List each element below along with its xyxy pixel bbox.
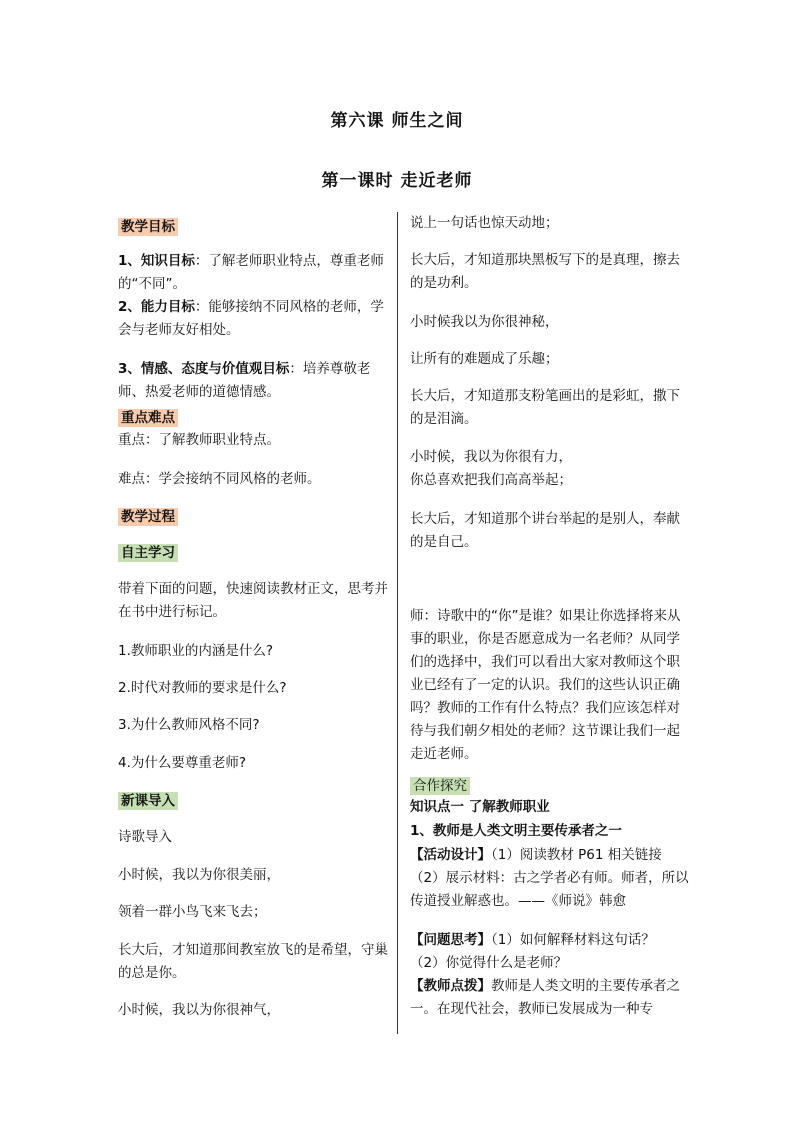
question-label: 【问题思考】 bbox=[410, 932, 491, 948]
question-4: 4.为什么要尊重老师? bbox=[118, 755, 247, 771]
goal-knowledge bbox=[118, 250, 388, 296]
lesson-title: 第六课 师生之间 bbox=[330, 111, 464, 131]
poem-line-3: 长大后，才知道那间教室放飞的是希望，守巢的总是你。 bbox=[118, 942, 388, 981]
teacher-talk: 师：诗歌中的“你”是谁？如果让你选择将来从事的职业，你是否愿意成为一名老师？从同学们的选择中，我们可以看出大家对教师这个职业已经有了一定的认识。我们的这些认识正确吗？教师的工作有什么特点？我们应该怎样对待与我们朝夕相处的老师？这节课让我们一起走近老师。 bbox=[410, 608, 681, 762]
question-text-2: （2）你觉得什么是老师？ bbox=[410, 955, 568, 971]
poem-line-10: 小时候，我以为你很有力， bbox=[410, 449, 572, 465]
question-1: 1.教师职业的内涵是什么? bbox=[118, 643, 274, 659]
goal-ability bbox=[118, 296, 388, 342]
poem-line-12: 长大后，才知道那个讲台举起的是别人，奉献的是自己。 bbox=[410, 511, 680, 550]
key-points-tag: 重点难点 bbox=[118, 409, 178, 427]
difficult-point: 难点：学会接纳不同风格的老师。 bbox=[118, 471, 321, 487]
goal1-label: 1、知识目标 bbox=[118, 253, 195, 269]
goal2-text: ：能够接纳不同风格的老师，学会与老师友好相处。 bbox=[118, 299, 384, 338]
poem-line-2: 领着一群小鸟飞来飞去； bbox=[118, 904, 267, 920]
key-point: 重点：了解教师职业特点。 bbox=[118, 432, 280, 448]
guide-label: 【教师点拨】 bbox=[410, 978, 491, 994]
question-3: 3.为什么教师风格不同? bbox=[118, 717, 260, 733]
knowledge-point-1-sub: 1、教师是人类文明主要传承者之一 bbox=[410, 823, 622, 839]
question-2: 2.时代对教师的要求是什么? bbox=[118, 680, 287, 696]
goal-emotion bbox=[118, 358, 388, 404]
question-text-1: （1）如何解释材料这句话？ bbox=[491, 932, 655, 948]
knowledge-point-1: 知识点一 了解教师职业 bbox=[410, 799, 550, 815]
goal2-label: 2、能力目标 bbox=[118, 299, 195, 315]
column-divider bbox=[397, 212, 398, 1034]
teacher-guide bbox=[410, 975, 690, 1021]
self-study-tag: 自主学习 bbox=[118, 544, 178, 562]
activity-text-1: （1）阅读教材 P61 相关链接 bbox=[491, 847, 662, 863]
poem-line-11: 你总喜欢把我们高高举起； bbox=[410, 472, 572, 488]
new-lesson-tag: 新课导入 bbox=[118, 792, 178, 810]
intro-text: 带着下面的问题，快速阅读教材正文，思考并在书中进行标记。 bbox=[118, 581, 388, 620]
guide-text: 教师是人类文明的主要传承者之一。在现代社会，教师已发展成为一种专 bbox=[410, 978, 680, 1017]
poem-line-5: 说上一句话也惊天动地； bbox=[410, 215, 559, 231]
poem-line-7: 小时候我以为你很神秘， bbox=[410, 314, 559, 330]
teaching-process-tag: 教学过程 bbox=[118, 508, 178, 526]
activity-design bbox=[410, 844, 690, 867]
goal3-text: ：培养尊敬老师、热爱老师的道德情感。 bbox=[118, 361, 371, 400]
goal3-label: 3、情感、态度与价值观目标 bbox=[118, 361, 290, 377]
poem-intro: 诗歌导入 bbox=[118, 829, 172, 845]
goal1-text: ：了解老师职业特点，尊重老师的“不同”。 bbox=[118, 253, 384, 292]
poem-line-4: 小时候，我以为你很神气， bbox=[118, 1002, 280, 1018]
activity-text-2: （2）展示材料：古之学者必有师。师者，所以传道授业解惑也。——《师说》韩愈 bbox=[410, 870, 689, 909]
poem-line-8: 让所有的难题成了乐趣； bbox=[410, 351, 559, 367]
activity-label: 【活动设计】 bbox=[410, 847, 491, 863]
cooperative-inquiry-tag: 合作探究 bbox=[410, 777, 470, 795]
poem-line-9: 长大后，才知道那支粉笔画出的是彩虹，撒下的是泪滴。 bbox=[410, 388, 680, 427]
poem-line-6: 长大后，才知道那块黑板写下的是真理，擦去的是功利。 bbox=[410, 252, 680, 291]
poem-line-1: 小时候，我以为你很美丽， bbox=[118, 867, 280, 883]
period-title: 第一课时 走近老师 bbox=[321, 171, 473, 191]
question-thinking bbox=[410, 929, 690, 952]
teaching-goals-tag: 教学目标 bbox=[118, 218, 178, 236]
